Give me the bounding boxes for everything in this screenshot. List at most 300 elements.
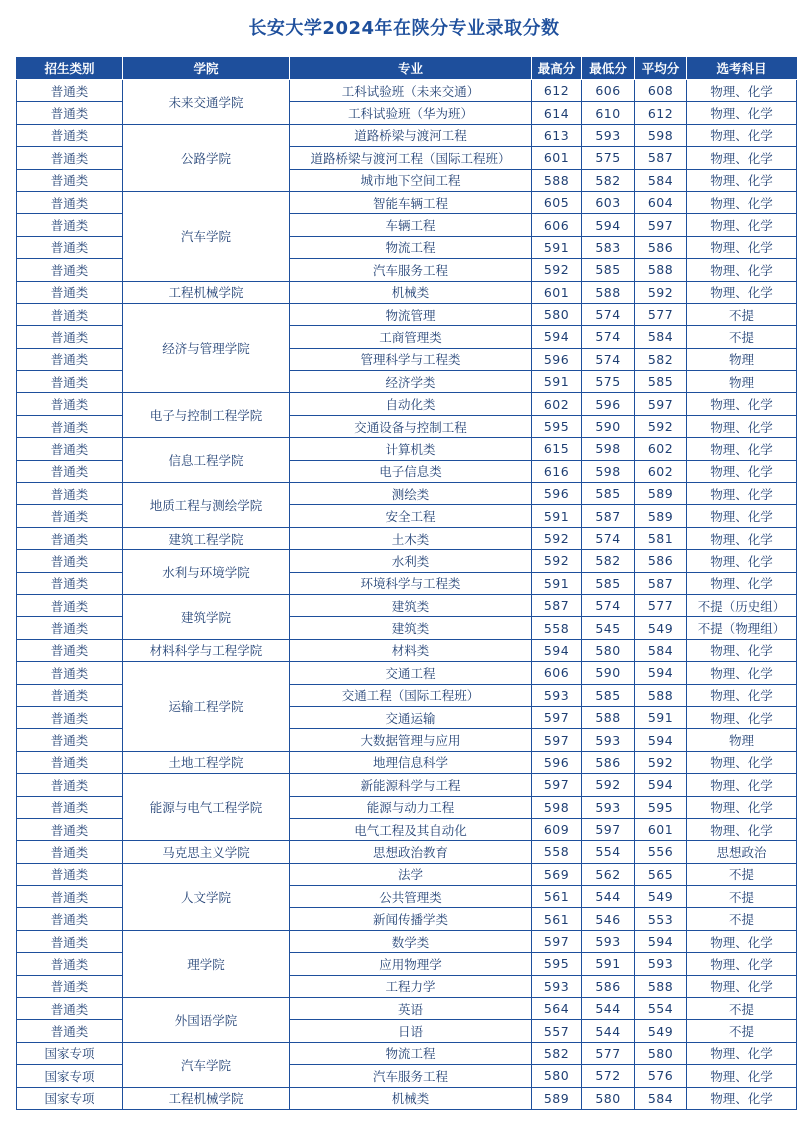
row-avg-score: 612	[635, 102, 687, 124]
row-avg-score: 591	[635, 706, 687, 728]
row-major: 机械类	[290, 1087, 532, 1109]
table-row	[17, 774, 797, 796]
row-major: 公共管理类	[290, 886, 532, 908]
table-row	[17, 930, 797, 952]
row-category: 普通类	[17, 796, 123, 818]
row-max-score: 589	[532, 1087, 582, 1109]
table-row	[17, 998, 797, 1020]
row-avg-score: 604	[635, 191, 687, 213]
row-min-score: 582	[582, 550, 635, 572]
row-category: 普通类	[17, 191, 123, 213]
table-row	[17, 639, 797, 661]
row-max-score: 588	[532, 169, 582, 191]
row-avg-score: 587	[635, 147, 687, 169]
row-subjects: 不提	[687, 908, 797, 930]
row-max-score: 561	[532, 908, 582, 930]
row-avg-score: 584	[635, 639, 687, 661]
row-min-score: 596	[582, 393, 635, 415]
row-major: 环境科学与工程类	[290, 572, 532, 594]
row-min-score: 544	[582, 998, 635, 1020]
table-row	[17, 751, 797, 773]
row-max-score: 591	[532, 371, 582, 393]
row-subjects: 不提	[687, 998, 797, 1020]
row-subjects: 不提	[687, 886, 797, 908]
row-max-score: 601	[532, 281, 582, 303]
table-row	[17, 483, 797, 505]
row-max-score: 580	[532, 303, 582, 325]
row-category: 普通类	[17, 393, 123, 415]
row-major: 数学类	[290, 930, 532, 952]
row-category: 普通类	[17, 662, 123, 684]
table-row	[17, 281, 797, 303]
row-subjects: 不提	[687, 1020, 797, 1042]
row-subjects: 物理、化学	[687, 930, 797, 952]
row-avg-score: 586	[635, 236, 687, 258]
table-row	[17, 527, 797, 549]
row-college: 信息工程学院	[123, 438, 290, 483]
row-college: 材料科学与工程学院	[123, 639, 290, 661]
row-college: 马克思主义学院	[123, 841, 290, 863]
row-avg-score: 586	[635, 550, 687, 572]
row-major: 建筑类	[290, 617, 532, 639]
row-min-score: 590	[582, 415, 635, 437]
row-category: 普通类	[17, 527, 123, 549]
row-avg-score: 577	[635, 594, 687, 616]
row-min-score: 588	[582, 706, 635, 728]
row-college: 水利与环境学院	[123, 550, 290, 595]
row-avg-score: 589	[635, 483, 687, 505]
row-min-score: 577	[582, 1042, 635, 1064]
row-max-score: 596	[532, 751, 582, 773]
row-max-score: 612	[532, 80, 582, 102]
row-category: 普通类	[17, 236, 123, 258]
row-subjects: 物理、化学	[687, 124, 797, 146]
row-major: 交通工程	[290, 662, 532, 684]
row-subjects: 物理	[687, 348, 797, 370]
row-avg-score: 553	[635, 908, 687, 930]
row-category: 普通类	[17, 751, 123, 773]
row-min-score: 574	[582, 527, 635, 549]
row-max-score: 580	[532, 1065, 582, 1087]
row-category: 普通类	[17, 80, 123, 102]
row-major: 物流工程	[290, 1042, 532, 1064]
row-major: 管理科学与工程类	[290, 348, 532, 370]
row-major: 道路桥梁与渡河工程（国际工程班）	[290, 147, 532, 169]
table-header-row	[17, 57, 797, 80]
row-category: 普通类	[17, 930, 123, 952]
row-category: 普通类	[17, 774, 123, 796]
row-subjects: 思想政治	[687, 841, 797, 863]
row-avg-score: 588	[635, 975, 687, 997]
row-max-score: 614	[532, 102, 582, 124]
row-avg-score: 602	[635, 460, 687, 482]
row-college: 电子与控制工程学院	[123, 393, 290, 438]
row-subjects: 物理	[687, 729, 797, 751]
row-category: 普通类	[17, 975, 123, 997]
row-major: 大数据管理与应用	[290, 729, 532, 751]
row-college: 工程机械学院	[123, 281, 290, 303]
row-subjects: 物理、化学	[687, 550, 797, 572]
row-avg-score: 582	[635, 348, 687, 370]
row-min-score: 585	[582, 572, 635, 594]
row-major: 应用物理学	[290, 953, 532, 975]
row-category: 普通类	[17, 886, 123, 908]
row-min-score: 580	[582, 639, 635, 661]
table-row	[17, 863, 797, 885]
row-category: 普通类	[17, 953, 123, 975]
row-avg-score: 549	[635, 1020, 687, 1042]
row-min-score: 544	[582, 886, 635, 908]
row-min-score: 593	[582, 930, 635, 952]
row-subjects: 物理、化学	[687, 818, 797, 840]
row-subjects: 物理、化学	[687, 393, 797, 415]
row-category: 普通类	[17, 841, 123, 863]
row-major: 水利类	[290, 550, 532, 572]
row-major: 机械类	[290, 281, 532, 303]
row-category: 普通类	[17, 102, 123, 124]
row-max-score: 597	[532, 774, 582, 796]
row-category: 普通类	[17, 371, 123, 393]
row-avg-score: 592	[635, 751, 687, 773]
row-college: 汽车学院	[123, 191, 290, 281]
row-major: 新闻传播学类	[290, 908, 532, 930]
row-min-score: 585	[582, 684, 635, 706]
row-category: 普通类	[17, 863, 123, 885]
row-subjects: 物理、化学	[687, 505, 797, 527]
row-major: 电气工程及其自动化	[290, 818, 532, 840]
table-row	[17, 191, 797, 213]
row-subjects: 物理、化学	[687, 953, 797, 975]
row-category: 普通类	[17, 326, 123, 348]
row-avg-score: 597	[635, 393, 687, 415]
row-max-score: 605	[532, 191, 582, 213]
row-major: 经济学类	[290, 371, 532, 393]
row-min-score: 574	[582, 348, 635, 370]
row-college: 建筑工程学院	[123, 527, 290, 549]
row-subjects: 物理	[687, 371, 797, 393]
row-major: 思想政治教育	[290, 841, 532, 863]
row-subjects: 物理、化学	[687, 1065, 797, 1087]
row-max-score: 606	[532, 214, 582, 236]
row-category: 普通类	[17, 617, 123, 639]
row-avg-score: 556	[635, 841, 687, 863]
row-min-score: 588	[582, 281, 635, 303]
row-category: 普通类	[17, 415, 123, 437]
row-avg-score: 588	[635, 684, 687, 706]
row-avg-score: 584	[635, 326, 687, 348]
row-avg-score: 594	[635, 774, 687, 796]
row-avg-score: 608	[635, 80, 687, 102]
row-major: 建筑类	[290, 594, 532, 616]
row-category: 普通类	[17, 214, 123, 236]
row-min-score: 598	[582, 460, 635, 482]
row-major: 计算机类	[290, 438, 532, 460]
row-subjects: 物理、化学	[687, 236, 797, 258]
row-major: 土木类	[290, 527, 532, 549]
admission-score-table	[16, 57, 797, 1110]
row-major: 英语	[290, 998, 532, 1020]
row-major: 地理信息科学	[290, 751, 532, 773]
row-min-score: 594	[582, 214, 635, 236]
row-min-score: 562	[582, 863, 635, 885]
row-college: 公路学院	[123, 124, 290, 191]
row-min-score: 586	[582, 751, 635, 773]
row-max-score: 595	[532, 953, 582, 975]
row-max-score: 558	[532, 841, 582, 863]
row-avg-score: 588	[635, 259, 687, 281]
table-row	[17, 1042, 797, 1064]
row-min-score: 585	[582, 483, 635, 505]
row-category: 普通类	[17, 438, 123, 460]
header-major: 专业	[290, 57, 532, 80]
row-subjects: 物理、化学	[687, 774, 797, 796]
row-max-score: 601	[532, 147, 582, 169]
page-title: 长安大学2024年在陕分专业录取分数	[248, 18, 560, 39]
table-row	[17, 550, 797, 572]
table-row	[17, 662, 797, 684]
row-major: 工科试验班（华为班）	[290, 102, 532, 124]
row-major: 智能车辆工程	[290, 191, 532, 213]
row-subjects: 不提（历史组）	[687, 594, 797, 616]
row-category: 普通类	[17, 572, 123, 594]
row-min-score: 586	[582, 975, 635, 997]
row-max-score: 569	[532, 863, 582, 885]
row-category: 国家专项	[17, 1065, 123, 1087]
row-max-score: 606	[532, 662, 582, 684]
row-subjects: 物理、化学	[687, 169, 797, 191]
row-min-score: 585	[582, 259, 635, 281]
row-category: 普通类	[17, 729, 123, 751]
row-max-score: 557	[532, 1020, 582, 1042]
row-major: 物流工程	[290, 236, 532, 258]
row-avg-score: 594	[635, 930, 687, 952]
row-category: 普通类	[17, 124, 123, 146]
row-category: 普通类	[17, 169, 123, 191]
row-subjects: 物理、化学	[687, 438, 797, 460]
row-major: 日语	[290, 1020, 532, 1042]
row-avg-score: 581	[635, 527, 687, 549]
row-avg-score: 597	[635, 214, 687, 236]
row-max-score: 597	[532, 930, 582, 952]
row-major: 车辆工程	[290, 214, 532, 236]
row-category: 普通类	[17, 594, 123, 616]
row-max-score: 592	[532, 527, 582, 549]
row-category: 普通类	[17, 348, 123, 370]
table-row	[17, 303, 797, 325]
row-avg-score: 592	[635, 415, 687, 437]
row-max-score: 616	[532, 460, 582, 482]
table-row	[17, 841, 797, 863]
row-major: 交通运输	[290, 706, 532, 728]
row-college: 地质工程与测绘学院	[123, 483, 290, 528]
row-college: 人文学院	[123, 863, 290, 930]
row-min-score: 592	[582, 774, 635, 796]
row-min-score: 574	[582, 594, 635, 616]
header-max-score: 最高分	[532, 57, 582, 80]
row-category: 国家专项	[17, 1087, 123, 1109]
row-avg-score: 577	[635, 303, 687, 325]
row-subjects: 物理、化学	[687, 102, 797, 124]
row-min-score: 546	[582, 908, 635, 930]
row-avg-score: 585	[635, 371, 687, 393]
row-max-score: 613	[532, 124, 582, 146]
row-min-score: 597	[582, 818, 635, 840]
row-avg-score: 593	[635, 953, 687, 975]
row-major: 法学	[290, 863, 532, 885]
row-min-score: 583	[582, 236, 635, 258]
row-major: 道路桥梁与渡河工程	[290, 124, 532, 146]
row-category: 普通类	[17, 684, 123, 706]
row-subjects: 物理、化学	[687, 460, 797, 482]
row-category: 普通类	[17, 818, 123, 840]
row-major: 工科试验班（未来交通）	[290, 80, 532, 102]
row-max-score: 595	[532, 415, 582, 437]
row-max-score: 582	[532, 1042, 582, 1064]
row-max-score: 602	[532, 393, 582, 415]
header-category: 招生类别	[17, 57, 123, 80]
row-min-score: 593	[582, 124, 635, 146]
row-major: 能源与动力工程	[290, 796, 532, 818]
row-category: 普通类	[17, 639, 123, 661]
row-subjects: 物理、化学	[687, 80, 797, 102]
row-min-score: 545	[582, 617, 635, 639]
row-min-score: 610	[582, 102, 635, 124]
row-major: 自动化类	[290, 393, 532, 415]
row-major: 汽车服务工程	[290, 1065, 532, 1087]
row-max-score: 609	[532, 818, 582, 840]
row-avg-score: 602	[635, 438, 687, 460]
row-major: 汽车服务工程	[290, 259, 532, 281]
row-min-score: 593	[582, 729, 635, 751]
table-row	[17, 594, 797, 616]
row-avg-score: 601	[635, 818, 687, 840]
row-college: 理学院	[123, 930, 290, 997]
row-avg-score: 576	[635, 1065, 687, 1087]
row-max-score: 558	[532, 617, 582, 639]
row-min-score: 574	[582, 303, 635, 325]
row-major: 工商管理类	[290, 326, 532, 348]
row-subjects: 物理、化学	[687, 527, 797, 549]
row-college: 经济与管理学院	[123, 303, 290, 393]
table-row	[17, 1087, 797, 1109]
row-subjects: 物理、化学	[687, 191, 797, 213]
row-max-score: 592	[532, 259, 582, 281]
row-subjects: 物理、化学	[687, 706, 797, 728]
row-subjects: 物理、化学	[687, 572, 797, 594]
row-college: 工程机械学院	[123, 1087, 290, 1109]
row-avg-score: 584	[635, 1087, 687, 1109]
row-min-score: 606	[582, 80, 635, 102]
row-category: 普通类	[17, 259, 123, 281]
row-major: 新能源科学与工程	[290, 774, 532, 796]
row-min-score: 582	[582, 169, 635, 191]
row-category: 普通类	[17, 147, 123, 169]
row-major: 材料类	[290, 639, 532, 661]
row-avg-score: 584	[635, 169, 687, 191]
row-college: 运输工程学院	[123, 662, 290, 752]
row-min-score: 598	[582, 438, 635, 460]
row-category: 普通类	[17, 281, 123, 303]
row-min-score: 593	[582, 796, 635, 818]
row-college: 建筑学院	[123, 594, 290, 639]
row-max-score: 564	[532, 998, 582, 1020]
row-min-score: 554	[582, 841, 635, 863]
row-category: 普通类	[17, 998, 123, 1020]
row-college: 土地工程学院	[123, 751, 290, 773]
row-subjects: 物理、化学	[687, 684, 797, 706]
row-avg-score: 587	[635, 572, 687, 594]
header-college: 学院	[123, 57, 290, 80]
row-category: 国家专项	[17, 1042, 123, 1064]
row-min-score: 575	[582, 371, 635, 393]
row-max-score: 587	[532, 594, 582, 616]
row-major: 交通设备与控制工程	[290, 415, 532, 437]
row-subjects: 物理、化学	[687, 975, 797, 997]
row-college: 未来交通学院	[123, 80, 290, 125]
row-avg-score: 565	[635, 863, 687, 885]
row-max-score: 596	[532, 483, 582, 505]
row-min-score: 575	[582, 147, 635, 169]
row-category: 普通类	[17, 505, 123, 527]
row-max-score: 593	[532, 975, 582, 997]
row-avg-score: 549	[635, 886, 687, 908]
row-category: 普通类	[17, 303, 123, 325]
row-major: 城市地下空间工程	[290, 169, 532, 191]
row-category: 普通类	[17, 706, 123, 728]
row-major: 电子信息类	[290, 460, 532, 482]
row-category: 普通类	[17, 483, 123, 505]
table-row	[17, 438, 797, 460]
row-subjects: 不提（物理组）	[687, 617, 797, 639]
row-avg-score: 594	[635, 662, 687, 684]
row-max-score: 597	[532, 706, 582, 728]
row-college: 能源与电气工程学院	[123, 774, 290, 841]
row-category: 普通类	[17, 460, 123, 482]
row-min-score: 603	[582, 191, 635, 213]
row-min-score: 572	[582, 1065, 635, 1087]
row-min-score: 580	[582, 1087, 635, 1109]
header-min-score: 最低分	[582, 57, 635, 80]
row-avg-score: 580	[635, 1042, 687, 1064]
row-subjects: 物理、化学	[687, 1042, 797, 1064]
row-max-score: 593	[532, 684, 582, 706]
row-subjects: 不提	[687, 303, 797, 325]
row-max-score: 592	[532, 550, 582, 572]
row-min-score: 544	[582, 1020, 635, 1042]
row-max-score: 591	[532, 236, 582, 258]
row-min-score: 590	[582, 662, 635, 684]
row-subjects: 物理、化学	[687, 1087, 797, 1109]
row-min-score: 587	[582, 505, 635, 527]
row-avg-score: 554	[635, 998, 687, 1020]
row-max-score: 597	[532, 729, 582, 751]
row-subjects: 物理、化学	[687, 796, 797, 818]
row-subjects: 物理、化学	[687, 662, 797, 684]
row-subjects: 物理、化学	[687, 214, 797, 236]
header-avg-score: 平均分	[635, 57, 687, 80]
row-max-score: 594	[532, 639, 582, 661]
row-max-score: 598	[532, 796, 582, 818]
row-major: 物流管理	[290, 303, 532, 325]
row-subjects: 物理、化学	[687, 147, 797, 169]
row-subjects: 物理、化学	[687, 639, 797, 661]
row-subjects: 不提	[687, 863, 797, 885]
row-subjects: 物理、化学	[687, 751, 797, 773]
table-row	[17, 393, 797, 415]
row-max-score: 615	[532, 438, 582, 460]
row-category: 普通类	[17, 908, 123, 930]
row-max-score: 594	[532, 326, 582, 348]
